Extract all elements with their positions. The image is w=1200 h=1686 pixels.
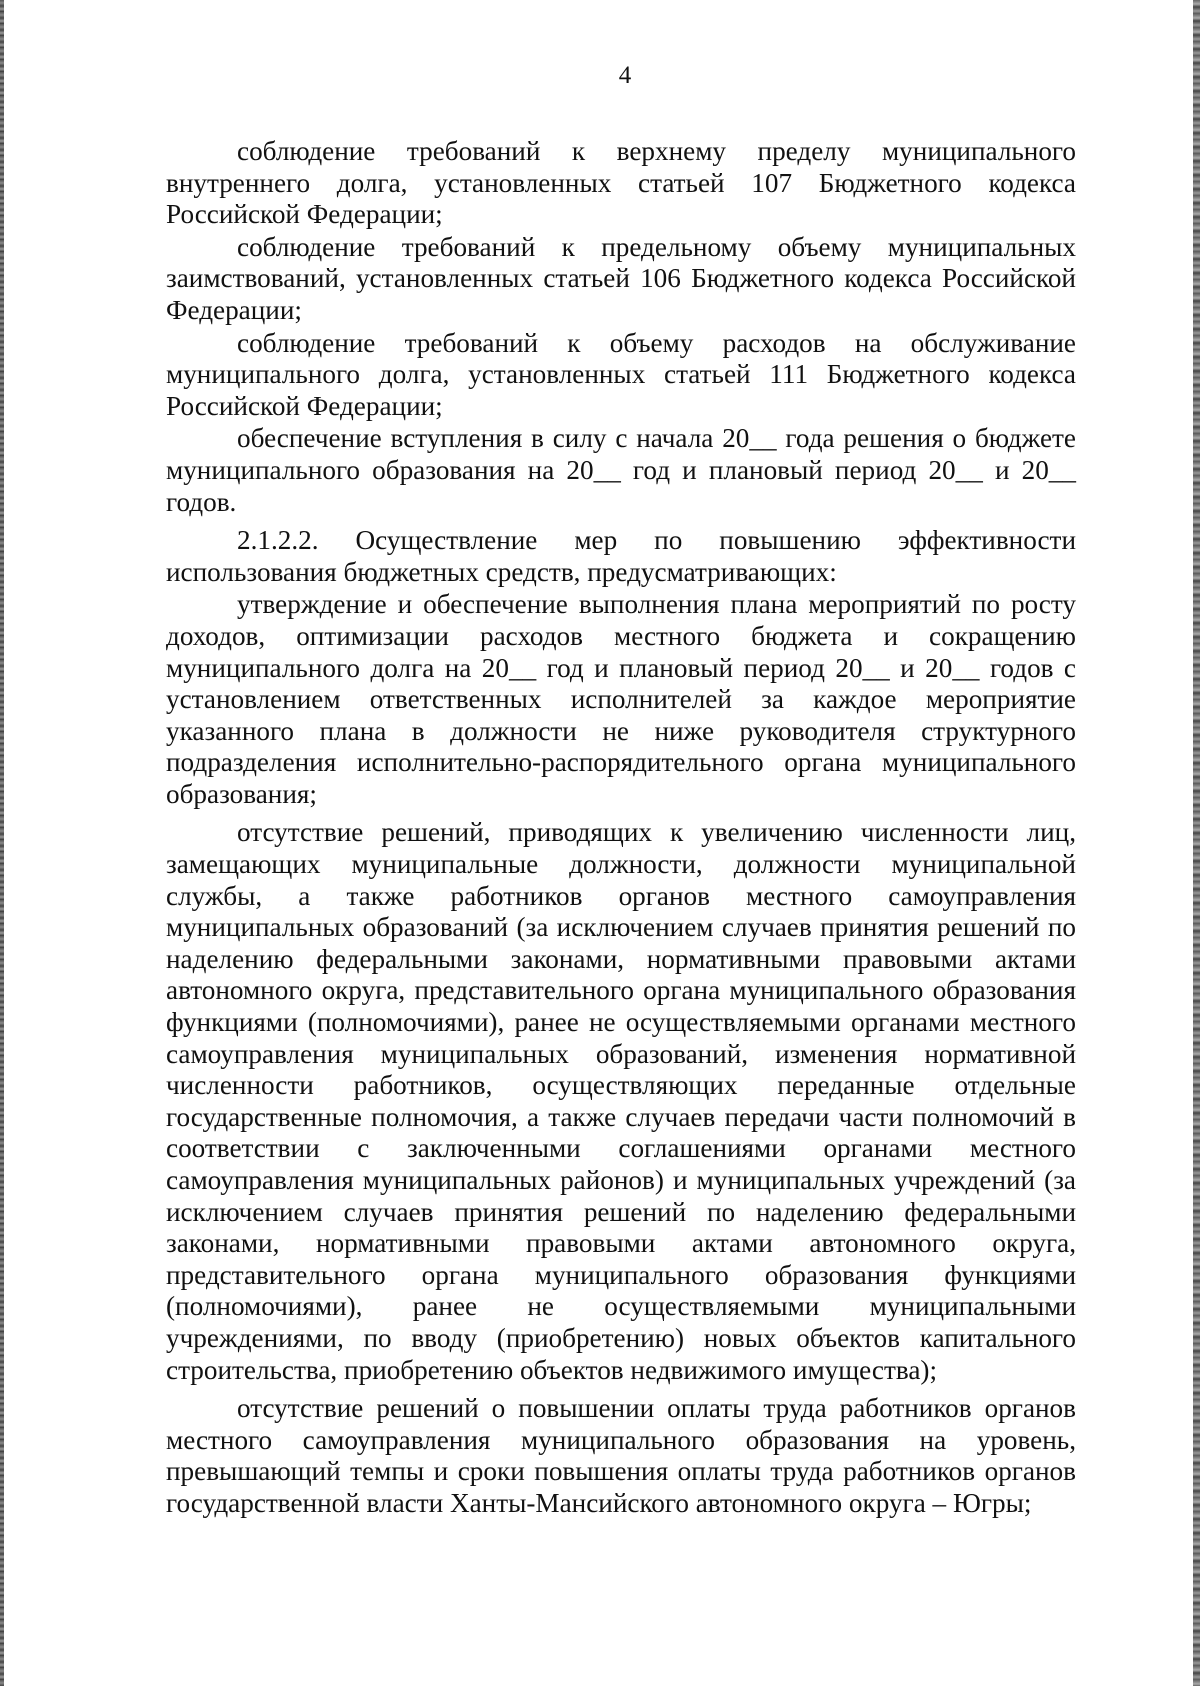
paragraph-debt-service: соблюдение требований к объему расходов на обслуживание муниципального долга, установленных статьей 111 Бюджетного кодекса Российской Федерации; [166, 327, 1076, 421]
scan-edge-left [0, 0, 4, 1686]
document-body [166, 136, 1076, 1521]
paragraph-budget-entry: обеспечение вступления в силу с начала 20__ года решения о бюджете муниципального образования на 20__ год и плановый период 20__ и 20__ годов. [166, 423, 1076, 517]
paragraph-action-plan: утверждение и обеспечение выполнения плана мероприятий по росту доходов, оптимизации расходов местного бюджета и сокращению муниципального долга на 20__ год и плановый период 20__ и 20__ годов с установлением ответственных исполнителей за каждое мероприятие указанного плана в должности не ниже руководителя структурного подразделения исполнительно-распорядительного органа муниципального образования; [166, 589, 1076, 809]
paragraph-staff-increase: отсутствие решений, приводящих к увеличению численности лиц, замещающих муниципальные должности, должности муниципальной службы, а также работников органов местного самоуправления муниципальных образований (за исключением случаев принятия решений по наделению федеральными законами, нормативными правовыми актами автономного округа, представительного органа муниципального образования функциями (полномочиями), ранее не осуществляемыми органами местного самоуправления муниципальных образований, изменения нормативной численности работников, осуществляющих переданные отдельные государственные полномочия, а также случаев передачи части полномочий в соответствии с заключенными соглашениями органами местного самоуправления муниципальных районов) и муниципальных учреждений (за исключением случаев принятия решений по наделению федеральными законами, нормативными правовыми актами автономного округа, представительного органа муниципального образования функциями (полномочиями), ранее не осуществляемыми муниципальными учреждениями, по вводу (приобретению) новых объектов капитального строительства, приобретению объектов недвижимого имущества); [166, 817, 1076, 1385]
page-number: 4 [618, 62, 632, 89]
paragraph-salary-increase: отсутствие решений о повышении оплаты труда работников органов местного самоуправления муниципального образования на уровень, превышающий темпы и сроки повышения оплаты труда работников органов государственной власти Ханты-Мансийского автономного округа – Югры; [166, 1393, 1076, 1518]
paragraph-borrowing-limit: соблюдение требований к предельному объему муниципальных заимствований, установленных статьей 106 Бюджетного кодекса Российской Федерации; [166, 231, 1076, 325]
paragraph-debt-limit: соблюдение требований к верхнему пределу муниципального внутреннего долга, установленных статьей 107 Бюджетного кодекса Российской Федерации; [166, 136, 1076, 230]
scan-edge-right [1193, 0, 1200, 1686]
paragraph-section-2-1-2-2: 2.1.2.2. Осуществление мер по повышению эффективности использования бюджетных средств, предусматривающих: [166, 525, 1076, 587]
